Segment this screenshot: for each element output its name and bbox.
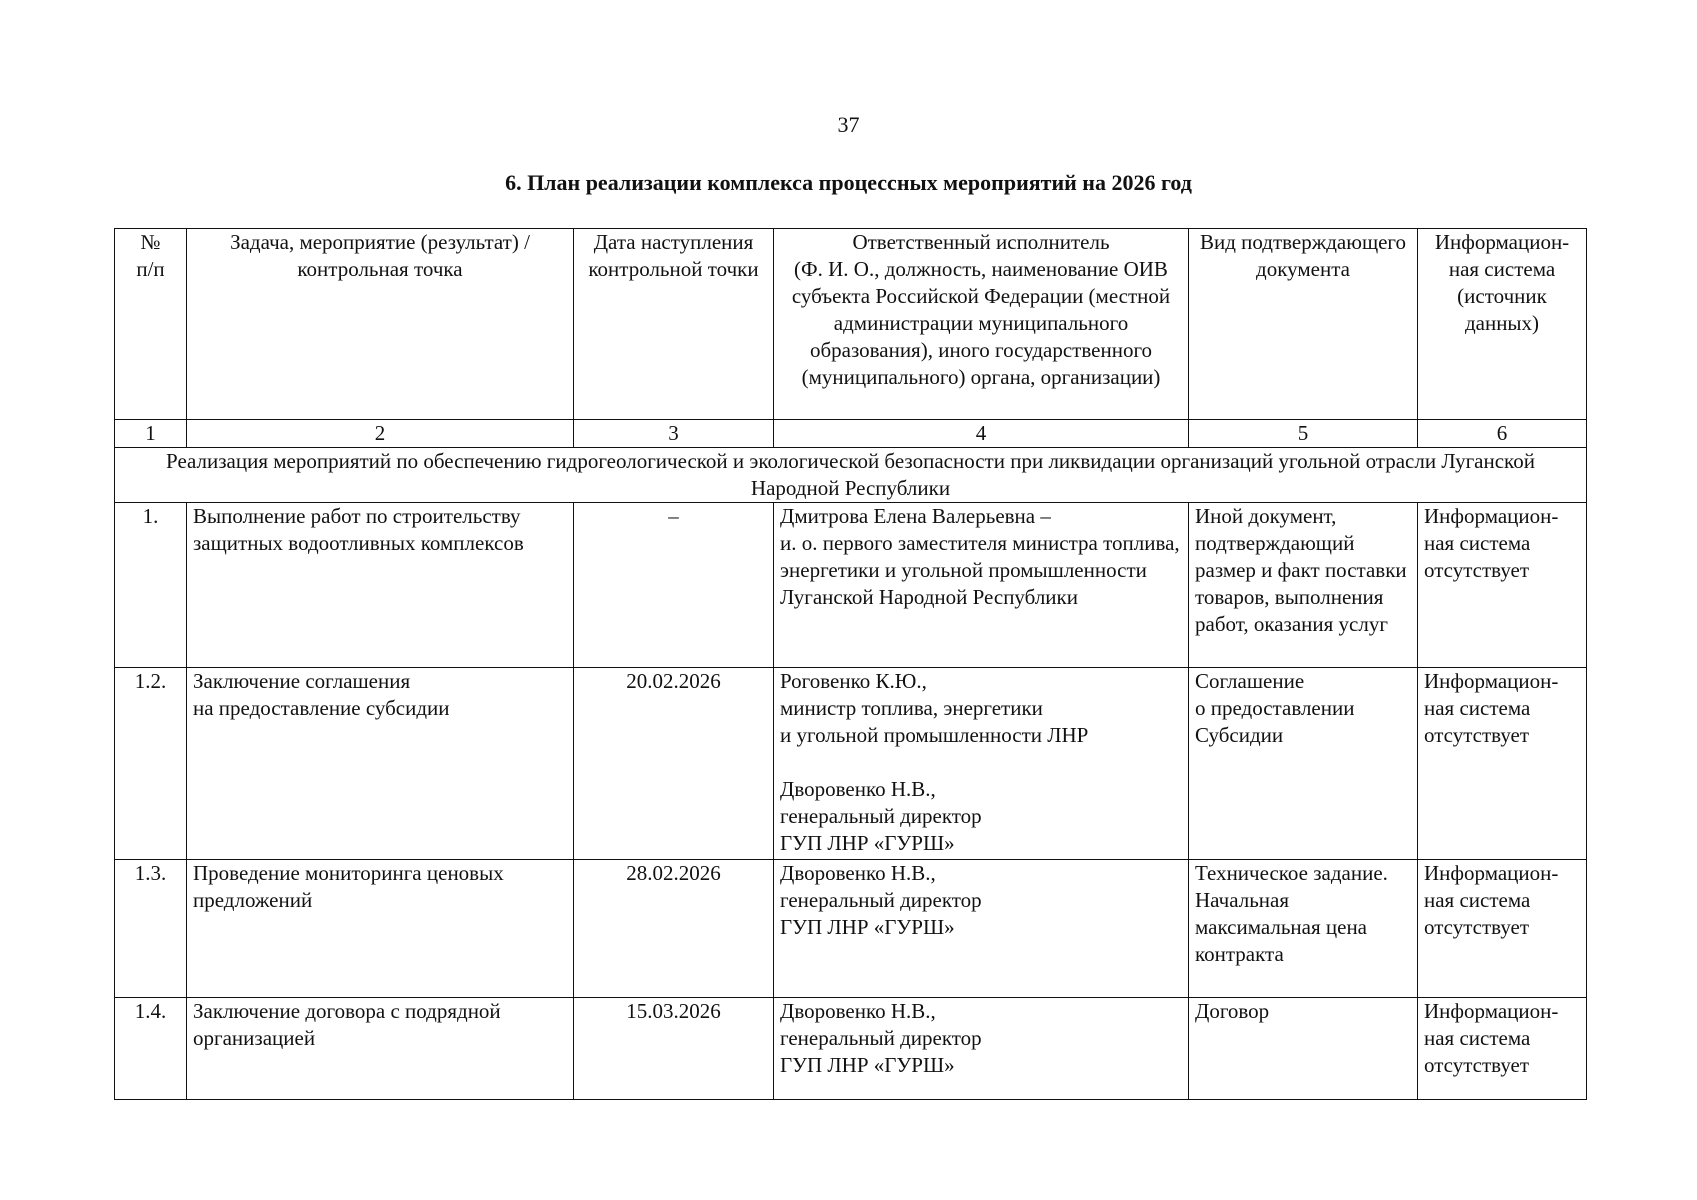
header-number: № п/п [115,229,187,420]
table-row [115,998,1587,1100]
header-system: Информацион-ная система (источник данных) [1418,229,1587,420]
table-row [115,668,1587,860]
section-row [115,448,1587,503]
page-title: 6. План реализации комплекса процессных мероприятий на 2026 год [505,170,1192,195]
row-system: Информацион-ная система отсутствует [1418,860,1587,998]
column-number: 4 [774,420,1189,448]
row-responsible: Дворовенко Н.В., генеральный директор ГУП ЛНР «ГУРШ» [774,998,1189,1100]
row-document: Техническое задание. Начальная максимальная цена контракта [1189,860,1418,998]
page-number: 37 [837,112,860,137]
row-document: Договор [1189,998,1418,1100]
row-task: Заключение договора с подрядной организацией [187,998,574,1100]
row-number: 1. [115,503,187,668]
section-title: Реализация мероприятий по обеспечению гидрогеологической и экологической безопасности при ликвидации организаций угольной отрасли Луганской Народной Республики [115,448,1587,503]
table-header-row [115,229,1587,420]
row-task: Заключение соглашения на предоставление субсидии [187,668,574,860]
row-system: Информацион-ная система отсутствует [1418,668,1587,860]
table-row [115,860,1587,998]
row-document: Соглашение о предоставлении Субсидии [1189,668,1418,860]
row-responsible: Дворовенко Н.В., генеральный директор ГУП ЛНР «ГУРШ» [774,860,1189,998]
row-responsible: Дмитрова Елена Валерьевна – и. о. первого заместителя министра топлива, энергетики и угольной промышленности Луганской Народной Республики [774,503,1189,668]
table-row [115,503,1587,668]
row-number: 1.4. [115,998,187,1100]
row-date: 15.03.2026 [574,998,774,1100]
row-document: Иной документ, подтверждающий размер и факт поставки товаров, выполнения работ, оказания услуг [1189,503,1418,668]
column-numbers-row [115,420,1587,448]
header-document: Вид подтверждающего документа [1189,229,1418,420]
column-number: 2 [187,420,574,448]
row-task: Проведение мониторинга ценовых предложений [187,860,574,998]
row-date: 28.02.2026 [574,860,774,998]
row-date: – [574,503,774,668]
row-number: 1.2. [115,668,187,860]
header-date: Дата наступления контрольной точки [574,229,774,420]
column-number: 5 [1189,420,1418,448]
plan-table [114,228,1587,1100]
row-system: Информацион-ная система отсутствует [1418,503,1587,668]
column-number: 1 [115,420,187,448]
column-number: 6 [1418,420,1587,448]
header-responsible: Ответственный исполнитель (Ф. И. О., должность, наименование ОИВ субъекта Российской Федерации (местной администрации муниципального образования), иного государственного (муниципального) органа, организации) [774,229,1189,420]
row-task: Выполнение работ по строительству защитных водоотливных комплексов [187,503,574,668]
row-date: 20.02.2026 [574,668,774,860]
row-responsible: Роговенко К.Ю., министр топлива, энергетики и угольной промышленности ЛНР Дворовенко Н.В., генеральный директор ГУП ЛНР «ГУРШ» [774,668,1189,860]
column-number: 3 [574,420,774,448]
header-task: Задача, мероприятие (результат) / контрольная точка [187,229,574,420]
row-system: Информацион-ная система отсутствует [1418,998,1587,1100]
row-number: 1.3. [115,860,187,998]
